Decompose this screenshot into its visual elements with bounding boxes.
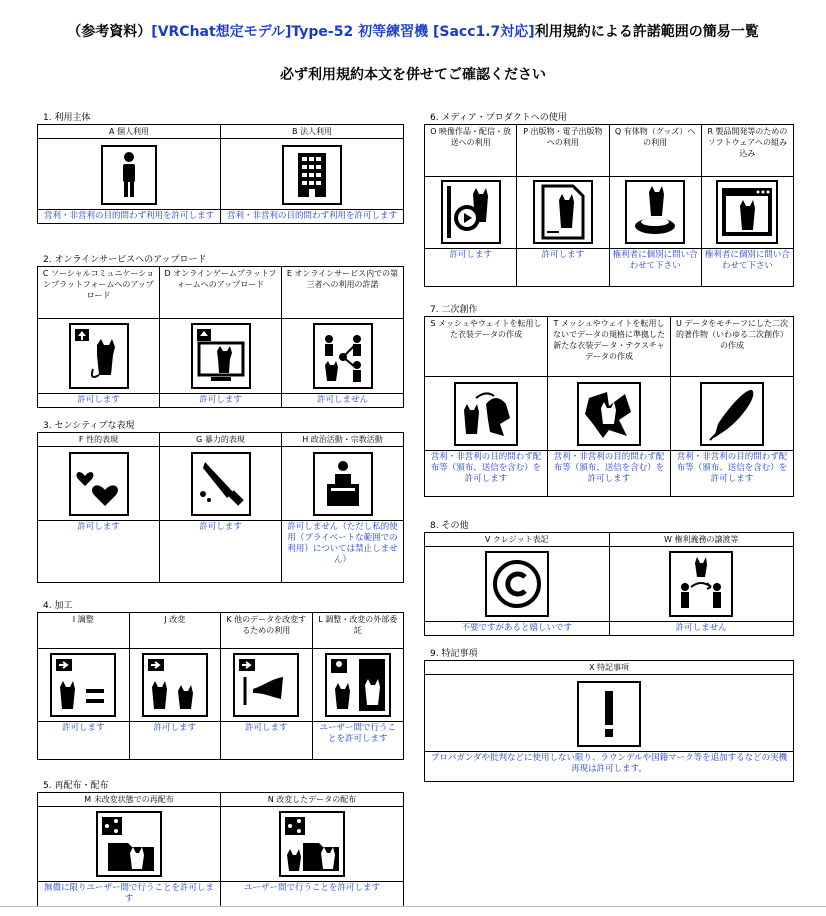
section-4: 4. 加工 I 調整 J 改変 K 他のデータを改変するための利用 L 調整・改変の外部委託 許可します 許可します 許可します ユーザー間で行うことを許可します	[37, 612, 404, 760]
figure-icon	[625, 180, 685, 244]
page-title	[30, 22, 796, 42]
section-5: 5. 再配布・配布 M 未改変状態での再配布 N 改変したデータの配布 無償に限りユーザー間で行うことを許可します ユーザー間で行うことを許可します	[37, 792, 404, 907]
bottom-divider	[0, 906, 826, 907]
section-2: 2. オンラインサービスへのアップロード C ソーシャルコミュニケーションプラットフォームへのアップロード D オンラインゲームプラットフォームへのアップロード E オンラインサービス内での第三者への利用の許諾 許可します 許可します 許可しません	[37, 266, 404, 408]
upload-cat-icon	[69, 323, 129, 389]
section-title: 8. その他	[430, 521, 469, 531]
share-folder-icon	[96, 811, 162, 877]
permission-text: 営利・非営利の目的問わず利用を許可します	[226, 211, 397, 221]
section-8: 8. その他 V クレジット表記 W 権利義務の譲渡等 不要ですがあると嬉しいです 許可しません	[424, 532, 794, 636]
section-title: 6. メディア・プロダクトへの使用	[430, 113, 567, 123]
section-title: 7. 二次創作	[430, 305, 478, 315]
building-icon	[282, 145, 342, 205]
col-head: A 個人利用	[38, 125, 221, 139]
cloth-transfer-icon	[454, 382, 518, 446]
permission-text: 営利・非営利の目的問わず利用を許可します	[43, 211, 214, 221]
transfer-icon	[669, 551, 733, 617]
section-3: 3. センシティブな表現 F 性的表現 G 暴力的表現 H 政治活動・宗教活動 許可します 許可します 許可しません（ただし私的使用（プライベートな範囲での利用）については禁止しません）	[37, 432, 404, 583]
title-suffix: 利用規約による許諾範囲の簡易一覧	[534, 24, 759, 40]
knife-icon	[191, 452, 251, 516]
cloth-icon	[577, 382, 641, 446]
section-title: 1. 利用主体	[43, 113, 91, 123]
podium-icon	[313, 452, 373, 516]
section-title: 5. 再配布・配布	[43, 781, 109, 791]
document-cat-icon	[533, 180, 593, 244]
page-subtitle: 必ず利用規約本文を併せてご確認ください	[280, 67, 546, 83]
window-cat-icon	[716, 180, 778, 244]
hearts-icon	[69, 452, 129, 516]
outsource-icon	[325, 653, 391, 717]
section-9: 9. 特記事項 X 特記事項 プロパガンダや批判などに使用しない限り、ラウンデルや国籍マーク等を追加するなどの実機再現は許可します。	[424, 660, 794, 782]
section-title: 9. 特記事項	[430, 649, 478, 659]
share-people-icon	[313, 323, 373, 389]
section-title: 4. 加工	[43, 601, 73, 611]
section-6: 6. メディア・プロダクトへの使用 O 映像作品・配信・放送への利用 P 出版物・電子出版物への利用 Q 有体物（グッズ）への利用 R 製品開発等のためのソフトウェアへの組み込み 許可します 許可します 権利者に個別に問い合わせて下さい 権利者に個別に問い合わせて下さい	[424, 124, 794, 287]
upload-monitor-icon	[191, 323, 251, 389]
section-7: 7. 二次創作 S メッシュやウェイトを転用した衣装データの作成 T メッシュやウェイトを転用しないでデータの規格に準拠した新たな衣装データ・テクスチャデータの作成 U データをモチーフにした二次的著作物（いわゆる二次創作）の作成 営利・非営利の目的問わず配布等（頒布、送信を含む）を許可します 営利・非営利の目的問わず配布等（頒布、送信を含む）を許可します 営利・非営利の目的問わず配布等（頒布、送信を含む）を許可します	[424, 316, 794, 497]
title-version: [Sacc1.7対応]	[432, 24, 535, 40]
person-icon	[101, 145, 157, 205]
share-modified-folder-icon	[279, 811, 345, 877]
col-head: B 法人利用	[221, 125, 404, 139]
section-title: 3. センシティブな表現	[43, 421, 135, 431]
pen-icon	[700, 382, 764, 446]
modify-icon	[142, 653, 208, 717]
section-title: 2. オンラインサービスへのアップロード	[43, 255, 207, 265]
copyright-icon	[485, 551, 549, 617]
video-cat-icon	[441, 180, 501, 244]
exclamation-icon	[577, 681, 641, 747]
title-model-name: [VRChat想定モデル]Type-52 初等練習機	[151, 24, 429, 40]
section-1	[37, 113, 404, 224]
horn-icon	[233, 653, 299, 717]
adjust-icon	[50, 653, 116, 717]
title-prefix: （参考資料）	[67, 24, 152, 40]
